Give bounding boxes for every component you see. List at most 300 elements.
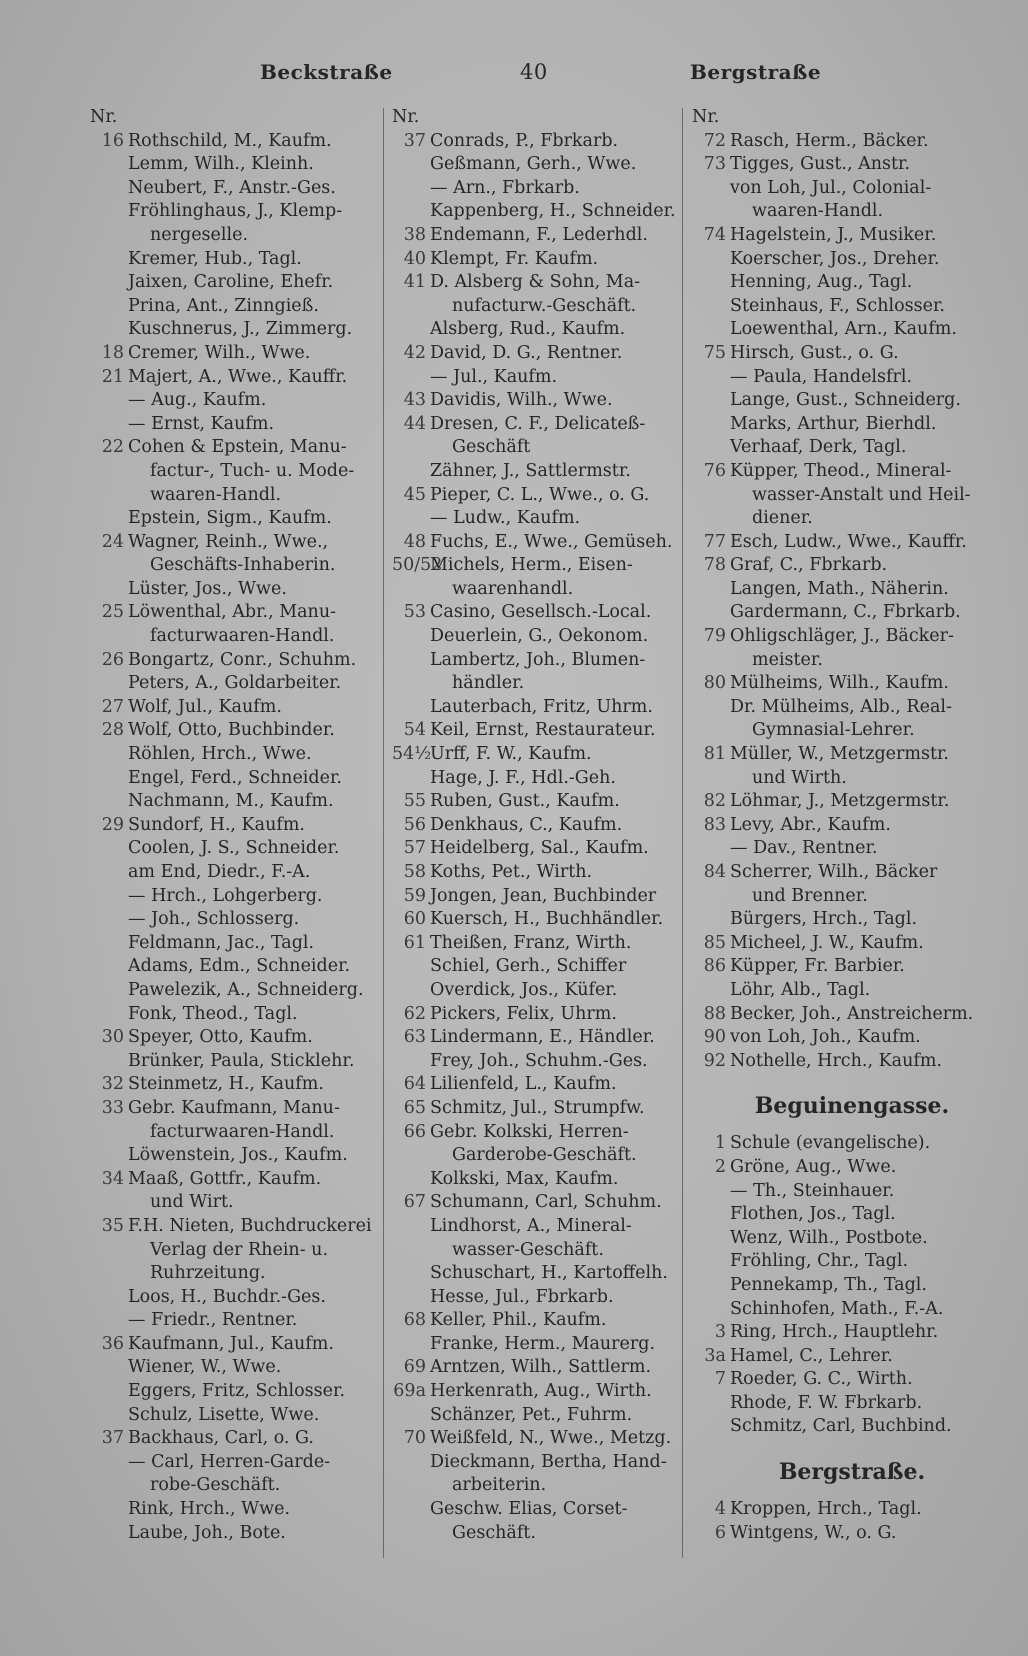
directory-entry [90, 790, 382, 814]
entry-text: Rothschild, M., Kaufm. [128, 130, 332, 151]
directory-entry [392, 1427, 680, 1451]
entry-text: facturwaaren-Handl. [150, 626, 335, 647]
directory-entry [392, 1144, 680, 1168]
directory-entry [392, 224, 680, 248]
entry-text: Geschäft. [452, 1522, 536, 1543]
directory-entry [392, 672, 680, 696]
directory-entry [392, 1451, 680, 1475]
directory-entry [692, 1415, 1012, 1439]
directory-entry [692, 696, 1012, 720]
entry-text: Tigges, Gust., Anstr. [730, 154, 911, 175]
entry-text: händler. [452, 673, 525, 694]
entry-text: Bongartz, Conr., Schuhm. [128, 649, 357, 670]
house-number: 79 [703, 626, 726, 647]
entry-text: Steinmetz, H., Kaufm. [128, 1074, 324, 1095]
directory-entry [90, 1451, 382, 1475]
directory-entry [692, 1156, 1012, 1180]
directory-entry [90, 248, 382, 272]
directory-entry [90, 1498, 382, 1522]
directory-entry [692, 507, 1012, 531]
directory-entry [692, 932, 1012, 956]
entry-text: Denkhaus, C., Kaufm. [430, 814, 623, 835]
directory-entry [692, 908, 1012, 932]
entry-text: Herkenrath, Aug., Wirth. [430, 1381, 652, 1402]
directory-entry [392, 861, 680, 885]
directory-entry [392, 837, 680, 861]
house-number: 82 [703, 791, 726, 812]
directory-entry [392, 885, 680, 909]
entry-text: Jaixen, Caroline, Ehefr. [128, 272, 334, 293]
house-number: 77 [703, 531, 726, 552]
house-number: 48 [403, 531, 426, 552]
directory-entry [392, 1262, 680, 1286]
directory-entry [692, 389, 1012, 413]
entry-text: Pawelezik, A., Schneiderg. [128, 979, 364, 1000]
directory-entry [90, 672, 382, 696]
entry-text: Wenz, Wilh., Postbote. [730, 1227, 928, 1248]
directory-entry [90, 295, 382, 319]
entry-text: Schulz, Lisette, Wwe. [128, 1404, 320, 1425]
entry-text: Nothelle, Hrch., Kaufm. [730, 1050, 942, 1071]
house-number: 3 [714, 1322, 726, 1343]
house-number: 76 [703, 460, 726, 481]
entry-text: Schmitz, Carl, Buchbind. [730, 1416, 952, 1437]
entry-text: Sundorf, H., Kaufm. [128, 814, 305, 835]
directory-entry [392, 366, 680, 390]
directory-entry [692, 130, 1012, 154]
directory-entry [90, 1522, 382, 1546]
directory-entry [392, 1191, 680, 1215]
directory-entry [392, 1356, 680, 1380]
house-number: 37 [101, 1428, 124, 1449]
directory-entry [392, 1239, 680, 1263]
directory-entry [692, 1203, 1012, 1227]
entry-text: nufacturw.-Geschäft. [452, 295, 637, 316]
entry-text: Geschw. Elias, Corset- [430, 1499, 628, 1520]
house-number: 22 [101, 437, 124, 458]
directory-entry [90, 625, 382, 649]
entry-text: Löhr, Alb., Tagl. [730, 979, 871, 1000]
house-number: 30 [101, 1027, 124, 1048]
entry-text: Lindermann, E., Händler. [430, 1027, 655, 1048]
entry-text: arbeiterin. [452, 1475, 547, 1496]
entry-text: Küpper, Fr. Barbier. [730, 956, 905, 977]
entry-text: Garderobe-Geschäft. [452, 1145, 637, 1166]
directory-entry [692, 366, 1012, 390]
directory-entry [90, 1333, 382, 1357]
directory-entry [90, 436, 382, 460]
entry-text: Neubert, F., Anstr.-Ges. [128, 177, 336, 198]
entry-text: Müller, W., Metzgermstr. [730, 744, 949, 765]
directory-entry [692, 153, 1012, 177]
entry-text: wasser-Anstalt und Heil- [752, 484, 971, 505]
directory-entry [392, 342, 680, 366]
entry-text: Langen, Math., Näherin. [730, 578, 949, 599]
entry-text: Flothen, Jos., Tagl. [730, 1204, 896, 1225]
house-number: 32 [101, 1074, 124, 1095]
directory-entry [692, 413, 1012, 437]
directory-entry [692, 1298, 1012, 1322]
house-number: 81 [703, 744, 726, 765]
entry-text: Küpper, Theod., Mineral- [730, 460, 952, 481]
entry-text: Majert, A., Wwe., Kauffr. [128, 366, 348, 387]
house-number: 66 [403, 1121, 426, 1142]
directory-entry [90, 885, 382, 909]
entry-text: waaren-Handl. [752, 201, 884, 222]
entry-text: Keil, Ernst, Restaurateur. [430, 720, 656, 741]
directory-entry [392, 153, 680, 177]
directory-entry [90, 1380, 382, 1404]
entry-text: Geschäfts-Inhaberin. [150, 555, 336, 576]
entry-text: Zähner, J., Sattlermstr. [430, 460, 631, 481]
directory-entry [692, 177, 1012, 201]
directory-entry [90, 484, 382, 508]
directory-entry [392, 979, 680, 1003]
entry-text: Lemm, Wilh., Kleinh. [128, 154, 314, 175]
directory-entry [90, 271, 382, 295]
entry-text: Bürgers, Hrch., Tagl. [730, 909, 918, 930]
entry-text: — Jul., Kaufm. [430, 366, 558, 387]
house-number: 4 [714, 1499, 726, 1520]
house-number: 74 [703, 224, 726, 245]
house-number: 26 [101, 649, 124, 670]
entry-text: Rhode, F. W. Fbrkarb. [730, 1392, 923, 1413]
directory-entry [392, 1003, 680, 1027]
entry-text: Gröne, Aug., Wwe. [730, 1156, 897, 1177]
entry-text: Löhmar, J., Metzgermstr. [730, 791, 950, 812]
directory-entry [692, 436, 1012, 460]
entry-text: Heidelberg, Sal., Kaufm. [430, 838, 649, 859]
entry-text: Fonk, Theod., Tagl. [128, 1003, 298, 1024]
directory-entry [392, 1097, 680, 1121]
directory-entry [692, 1392, 1012, 1416]
entry-text: waaren-Handl. [150, 484, 282, 505]
entry-text: Graf, C., Fbrkarb. [730, 555, 888, 576]
directory-entry [692, 1227, 1012, 1251]
entry-text: Ruhrzeitung. [150, 1263, 266, 1284]
house-number: 85 [703, 932, 726, 953]
directory-entry [392, 601, 680, 625]
house-number: 1 [714, 1133, 726, 1154]
entry-text: Laube, Joh., Bote. [128, 1522, 286, 1543]
entry-text: Klempt, Fr. Kaufm. [430, 248, 599, 269]
entry-text: nergeselle. [150, 224, 249, 245]
house-number: 73 [703, 154, 726, 175]
house-number: 57 [403, 838, 426, 859]
directory-entry [90, 719, 382, 743]
directory-entry [392, 1121, 680, 1145]
directory-entry [692, 554, 1012, 578]
entry-text: Peters, A., Goldarbeiter. [128, 673, 342, 694]
house-number: 86 [703, 956, 726, 977]
directory-entry [90, 153, 382, 177]
directory-entry [90, 224, 382, 248]
entry-text: am End, Diedr., F.-A. [128, 862, 311, 882]
directory-entry [392, 743, 680, 767]
entry-text: David, D. G., Rentner. [430, 342, 623, 363]
house-number: 7 [714, 1369, 726, 1390]
entry-text: Kuersch, H., Buchhändler. [430, 909, 664, 930]
directory-entry [692, 1050, 1012, 1074]
entry-text: und Wirth. [752, 767, 847, 788]
entry-text: Loos, H., Buchdr.-Ges. [128, 1286, 326, 1307]
directory-entry [392, 248, 680, 272]
entry-text: Wiener, W., Wwe. [128, 1357, 282, 1378]
directory-entry [392, 767, 680, 791]
number-column-label [692, 106, 1012, 130]
entry-text: Urff, F. W., Kaufm. [430, 744, 592, 765]
directory-entry [692, 1180, 1012, 1204]
directory-entry [90, 1097, 382, 1121]
entry-text: Coolen, J. S., Schneider. [128, 838, 340, 859]
house-number: 61 [403, 932, 426, 953]
entry-text: Dr. Mülheims, Alb., Real- [730, 696, 952, 717]
entry-text: Lange, Gust., Schneiderg. [730, 390, 961, 411]
directory-entry [90, 1286, 382, 1310]
directory-entry [392, 1026, 680, 1050]
directory-entry [692, 1132, 1012, 1156]
entry-text: Adams, Edm., Schneider. [128, 956, 351, 977]
street-heading [692, 1439, 1012, 1498]
entry-text: F.H. Nieten, Buchdruckerei [128, 1215, 372, 1236]
running-header-right: Bergstraße [690, 60, 822, 84]
entry-text: Lambertz, Joh., Blumen- [430, 649, 646, 670]
directory-entry [692, 295, 1012, 319]
entry-text: und Wirt. [150, 1192, 234, 1213]
house-number: 88 [703, 1003, 726, 1024]
directory-entry [392, 790, 680, 814]
house-number: 38 [403, 224, 426, 245]
house-number: 3a [704, 1345, 726, 1366]
entry-text: robe-Geschäft. [150, 1475, 281, 1496]
directory-entry [90, 342, 382, 366]
directory-entry [392, 177, 680, 201]
entry-text: Davidis, Wilh., Wwe. [430, 390, 613, 411]
entry-text: Wintgens, W., o. G. [730, 1522, 897, 1543]
house-number: 53 [403, 602, 426, 623]
entry-text: Speyer, Otto, Kaufm. [128, 1027, 313, 1048]
house-number: 83 [703, 814, 726, 835]
house-number: 45 [403, 484, 426, 505]
entry-text: Verlag der Rhein- u. [150, 1239, 329, 1260]
entry-text: Kremer, Hub., Tagl. [128, 248, 302, 269]
entry-text: Lilienfeld, L., Kaufm. [430, 1074, 617, 1095]
entry-text: Gebr. Kaufmann, Manu- [128, 1097, 340, 1118]
directory-entry [90, 861, 382, 885]
house-number: 59 [403, 885, 426, 906]
entry-text: Cohen & Epstein, Manu- [128, 437, 347, 458]
directory-entry [90, 554, 382, 578]
entry-text: Jongen, Jean, Buchbinder [430, 885, 657, 906]
entry-text: Overdick, Jos., Küfer. [430, 979, 618, 1000]
directory-entry [90, 1262, 382, 1286]
directory-entry [692, 814, 1012, 838]
entry-text: Cremer, Wilh., Wwe. [128, 342, 311, 363]
house-number: 25 [101, 602, 124, 623]
entry-text: Maaß, Gottfr., Kaufm. [128, 1168, 322, 1189]
house-number: 50/52 [392, 555, 443, 576]
directory-entry [392, 649, 680, 673]
entry-text: Frey, Joh., Schuhm.-Ges. [430, 1050, 648, 1071]
directory-entry [90, 696, 382, 720]
entry-text: Koerscher, Jos., Dreher. [730, 248, 940, 269]
directory-entry [90, 1356, 382, 1380]
directory-entry [692, 861, 1012, 885]
entry-text: Nachmann, M., Kaufm. [128, 791, 334, 812]
house-number: 65 [403, 1097, 426, 1118]
house-number: 68 [403, 1310, 426, 1331]
directory-entry [90, 1474, 382, 1498]
entry-text: — Joh., Schlosserg. [128, 909, 300, 930]
directory-entry [392, 1333, 680, 1357]
entry-text: Hamel, C., Lehrer. [730, 1345, 893, 1366]
street-heading-text: Bergstraße. [778, 1459, 926, 1486]
entry-text: Conrads, P., Fbrkarb. [430, 130, 619, 151]
directory-entry [692, 578, 1012, 602]
house-number: 67 [403, 1192, 426, 1213]
entry-text: wasser-Geschäft. [452, 1239, 604, 1260]
entry-text: Verhaaf, Derk, Tagl. [730, 437, 907, 458]
directory-entry [692, 200, 1012, 224]
entry-text: Hirsch, Gust., o. G. [730, 342, 899, 363]
entry-text: Kaufmann, Jul., Kaufm. [128, 1333, 334, 1354]
entry-text: Gebr. Kolkski, Herren- [430, 1121, 629, 1142]
directory-entry [90, 979, 382, 1003]
directory-entry [392, 932, 680, 956]
entry-text: Wagner, Reinh., Wwe., [128, 531, 329, 552]
directory-entry [90, 389, 382, 413]
entry-text: Micheel, J. W., Kaufm. [730, 932, 924, 953]
directory-entry [692, 531, 1012, 555]
directory-entry [90, 908, 382, 932]
house-number: 69a [393, 1381, 426, 1402]
directory-entry [90, 460, 382, 484]
entry-text: Schumann, Carl, Schuhm. [430, 1192, 662, 1213]
house-number: 92 [703, 1050, 726, 1071]
entry-text: Rink, Hrch., Wwe. [128, 1499, 291, 1520]
entry-text: Schmitz, Jul., Strumpfw. [430, 1097, 645, 1118]
directory-entry [90, 837, 382, 861]
page-number: 40 [520, 60, 548, 84]
directory-entry [692, 601, 1012, 625]
entry-text: — Aug., Kaufm. [128, 390, 267, 411]
directory-entry [692, 979, 1012, 1003]
directory-entry [90, 578, 382, 602]
directory-entry [692, 342, 1012, 366]
entry-text: Roeder, G. C., Wirth. [730, 1369, 913, 1390]
entry-text: Michels, Herm., Eisen- [430, 555, 633, 576]
house-number: 34 [101, 1168, 124, 1189]
directory-entry [692, 1250, 1012, 1274]
directory-entry [90, 767, 382, 791]
entry-text: Feldmann, Jac., Tagl. [128, 932, 315, 953]
house-number: 27 [101, 696, 124, 717]
entry-text: Lindhorst, A., Mineral- [430, 1215, 632, 1236]
entry-text: Theißen, Franz, Wirth. [430, 932, 632, 953]
entry-text: Franke, Herm., Maurerg. [430, 1333, 656, 1354]
directory-entry [392, 554, 680, 578]
entry-text: — Arn., Fbrkarb. [430, 177, 580, 198]
directory-entry [392, 1404, 680, 1428]
house-number: 54½ [392, 744, 432, 765]
entry-text: Prina, Ant., Zinngieß. [128, 295, 319, 316]
directory-entry [392, 1050, 680, 1074]
directory-entry [392, 908, 680, 932]
directory-entry [692, 767, 1012, 791]
entry-text: Engel, Ferd., Schneider. [128, 767, 342, 788]
entry-text: Keller, Phil., Kaufm. [430, 1310, 607, 1331]
directory-entry [692, 719, 1012, 743]
house-number: 54 [403, 720, 426, 741]
directory-entry [90, 1168, 382, 1192]
house-number: 35 [101, 1215, 124, 1236]
directory-entry [90, 1144, 382, 1168]
house-number: 63 [403, 1027, 426, 1048]
directory-entry [392, 200, 680, 224]
number-column-label [90, 106, 382, 130]
entry-text: Pieper, C. L., Wwe., o. G. [430, 484, 650, 505]
column-2 [392, 106, 680, 1545]
entry-text: Casino, Gesellsch.-Local. [430, 602, 652, 623]
entry-text: Lüster, Jos., Wwe. [128, 578, 287, 599]
entry-text: Backhaus, Carl, o. G. [128, 1428, 314, 1449]
entry-text: Wolf, Otto, Buchbinder. [128, 720, 335, 741]
directory-entry [90, 200, 382, 224]
directory-entry [90, 1215, 382, 1239]
directory-entry [392, 1498, 680, 1522]
house-number: 37 [403, 130, 426, 151]
entry-text: Schiel, Gerh., Schiffer [430, 956, 627, 977]
entry-text: von Loh, Jul., Colonial- [730, 177, 932, 198]
entry-text: Hage, J. F., Hdl.-Geh. [430, 767, 616, 788]
directory-entry [392, 436, 680, 460]
directory-entry [392, 460, 680, 484]
directory-entry [90, 1003, 382, 1027]
entry-text: Fröhling, Chr., Tagl. [730, 1251, 909, 1272]
entry-text: — Dav., Rentner. [730, 838, 878, 859]
entry-text: Endemann, F., Lederhdl. [430, 224, 648, 245]
entry-text: Ring, Hrch., Hauptlehr. [730, 1322, 939, 1343]
directory-entry [392, 625, 680, 649]
entry-text: — Friedr., Rentner. [128, 1310, 298, 1331]
entry-text: diener. [752, 508, 813, 529]
house-number: 80 [703, 673, 726, 694]
house-number: 43 [403, 390, 426, 411]
entry-text: Nr. [90, 107, 118, 127]
directory-entry [90, 649, 382, 673]
house-number: 78 [703, 555, 726, 576]
directory-entry [90, 932, 382, 956]
house-number: 2 [714, 1156, 726, 1177]
house-number: 29 [101, 814, 124, 835]
directory-entry [392, 1215, 680, 1239]
entry-text: Alsberg, Rud., Kaufm. [430, 319, 626, 340]
house-number: 42 [403, 342, 426, 363]
directory-entry [692, 460, 1012, 484]
directory-entry [90, 1404, 382, 1428]
directory-entry [90, 318, 382, 342]
entry-text: Scherrer, Wilh., Bäcker [730, 862, 938, 882]
directory-entry [392, 696, 680, 720]
house-number: 84 [703, 862, 726, 882]
directory-entry [90, 955, 382, 979]
directory-entry [692, 955, 1012, 979]
entry-text: waarenhandl. [452, 578, 574, 599]
entry-text: Schänzer, Pet., Fuhrm. [430, 1404, 633, 1425]
directory-entry [392, 719, 680, 743]
street-heading-text: Beguinengasse. [754, 1093, 950, 1120]
directory-entry [392, 318, 680, 342]
